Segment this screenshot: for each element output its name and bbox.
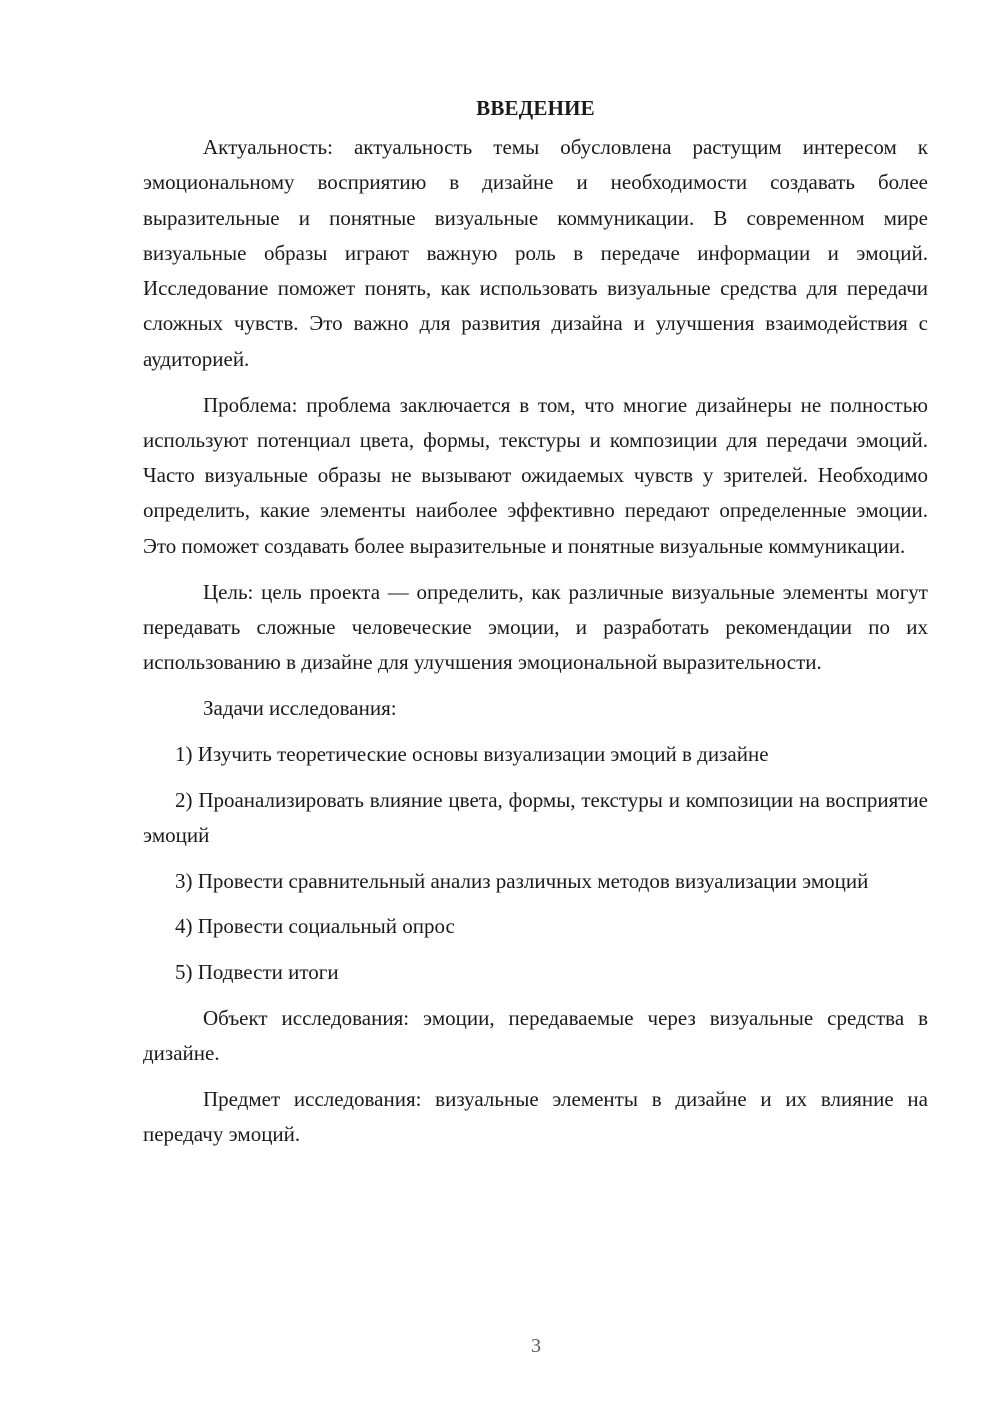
paragraph-object: Объект исследования: эмоции, передаваемые через визуальные средства в дизайне.: [143, 1006, 928, 1066]
page-number: 3: [531, 1335, 541, 1357]
task-item-2: 2) Проанализировать влияние цвета, формы, текстуры и композиции на восприятие эмоций: [143, 787, 928, 847]
task-item-1: 1) Изучить теоретические основы визуализации эмоций в дизайне: [175, 741, 769, 766]
paragraph-relevance: Актуальность: актуальность темы обусловлена растущим интересом к эмоциональному восприятию в дизайне и необходимости создавать более выразительные и понятные визуальные коммуникации. В современном мире визуальные образы играют важную роль в передаче информации и эмоций. Исследование поможет понять, как использовать визуальные средства для передачи сложных чувств. Это важно для развития дизайна и улучшения взаимодействия с аудиторией.: [143, 135, 928, 371]
paragraph-tasks-heading: Задачи исследования:: [203, 695, 397, 720]
page-content: [143, 91, 928, 1163]
section-title: ВВЕДЕНИЕ: [476, 96, 595, 120]
task-item-4: 4) Провести социальный опрос: [175, 914, 455, 939]
paragraph-problem: Проблема: проблема заключается в том, что многие дизайнеры не полностью используют потенциал цвета, формы, текстуры и композиции для передачи эмоций. Часто визуальные образы не вызывают ожидаемых чувств у зрителей. Необходимо определить, какие элементы наиболее эффективно передают определенные эмоции. Это поможет создавать более выразительные и понятные визуальные коммуникации.: [143, 392, 928, 558]
task-item-5: 5) Подвести итоги: [175, 960, 339, 985]
paragraph-subject: Предмет исследования: визуальные элементы в дизайне и их влияние на передачу эмоций.: [143, 1087, 928, 1147]
paragraph-goal: Цель: цель проекта — определить, как различные визуальные элементы могут передавать сложные человеческие эмоции, и разработать рекомендации по их использованию в дизайне для улучшения эмоциональной выразительности.: [143, 579, 928, 675]
task-item-3: 3) Провести сравнительный анализ различных методов визуализации эмоций: [175, 868, 869, 893]
